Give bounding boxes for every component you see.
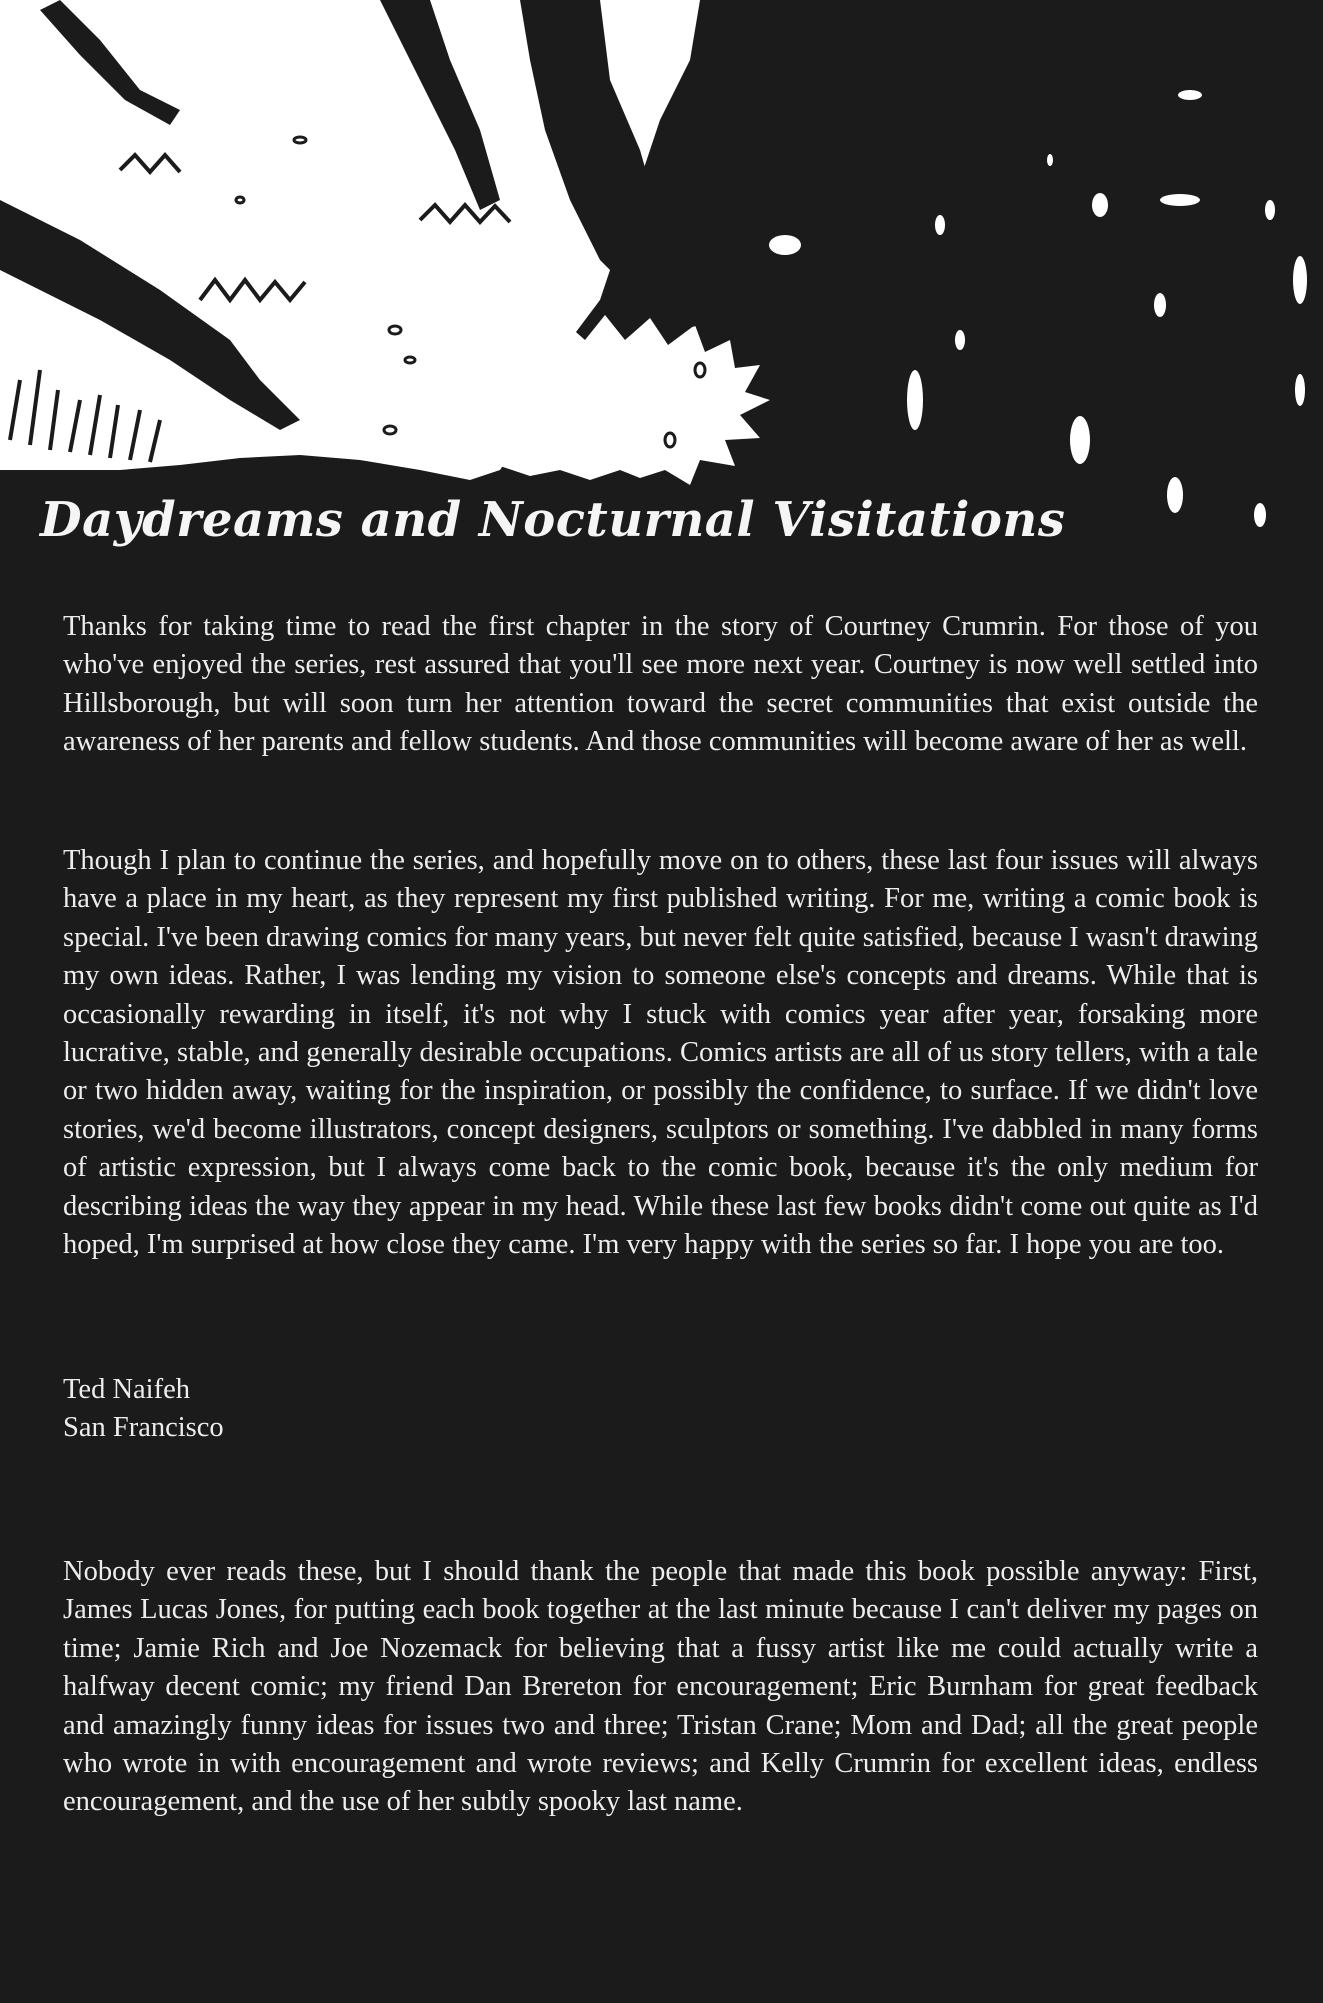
acknowledgements-paragraph: Nobody ever reads these, but I should thank the people that made this book possible anyway: First, James Lucas Jones, for putting each book together at the last minute because I can't deliver my pages on time; Jamie Rich and Joe Nozemack for believing that a fussy artist like me could actually write a halfway decent comic; my friend Dan Brereton for encouragement; Eric Burnham for great feedback and amazingly funny ideas for issues two and three; Tristan Crane; Mom and Dad; all the great people who wrote in with encouragement and wrote reviews; and Kelly Crumrin for excellent ideas, endless encouragement, and the use of her subtly spooky last name. [63,1556,1258,1818]
body-paragraph: Though I plan to continue the series, and hopefully move on to others, these last four issues will always have a place in my heart, as they represent my first published writing. For me, writing a comic book is special. I've been drawing comics for many years, but never felt quite satisfied, because I wasn't drawing my own ideas. Rather, I was lending my vision to someone else's concepts and dreams. While that is occasionally rewarding in itself, it's not why I stuck with comics year after year, forsaking more lucrative, stable, and generally desirable occupations. Comics artists are all of us story tellers, with a tale or two hidden away, waiting for the inspiration, or possibly the confidence, to surface. If we didn't love stories, we'd become illustrators, concept designers, sculptors or something. I've dabbled in many forms of artistic expression, but I always come back to the comic book, because it's the only medium for describing ideas the way they appear in my head. While these last few books didn't come out quite as I'd hoped, I'm surprised at how close they came. I'm very happy with the series so far. I hope you are too. [63,845,1258,1261]
signature [63,1371,1258,1448]
page-title: Daydreams and Nocturnal Visitations [40,492,1066,548]
signature-name: Ted Naifeh [63,1374,190,1405]
forest-illustration [0,0,1323,560]
intro-paragraph: Thanks for taking time to read the first chapter in the story of Courtney Crumrin. For those of you who've enjoyed the series, rest assured that you'll see more next year. Courtney is now well settled into Hillsborough, but will soon turn her attention toward the secret communities that exist outside the awareness of her parents and fellow students. And those communities will become aware of her as well. [63,611,1258,758]
signature-location: San Francisco [63,1412,224,1444]
tree-branch-thin [720,0,800,155]
